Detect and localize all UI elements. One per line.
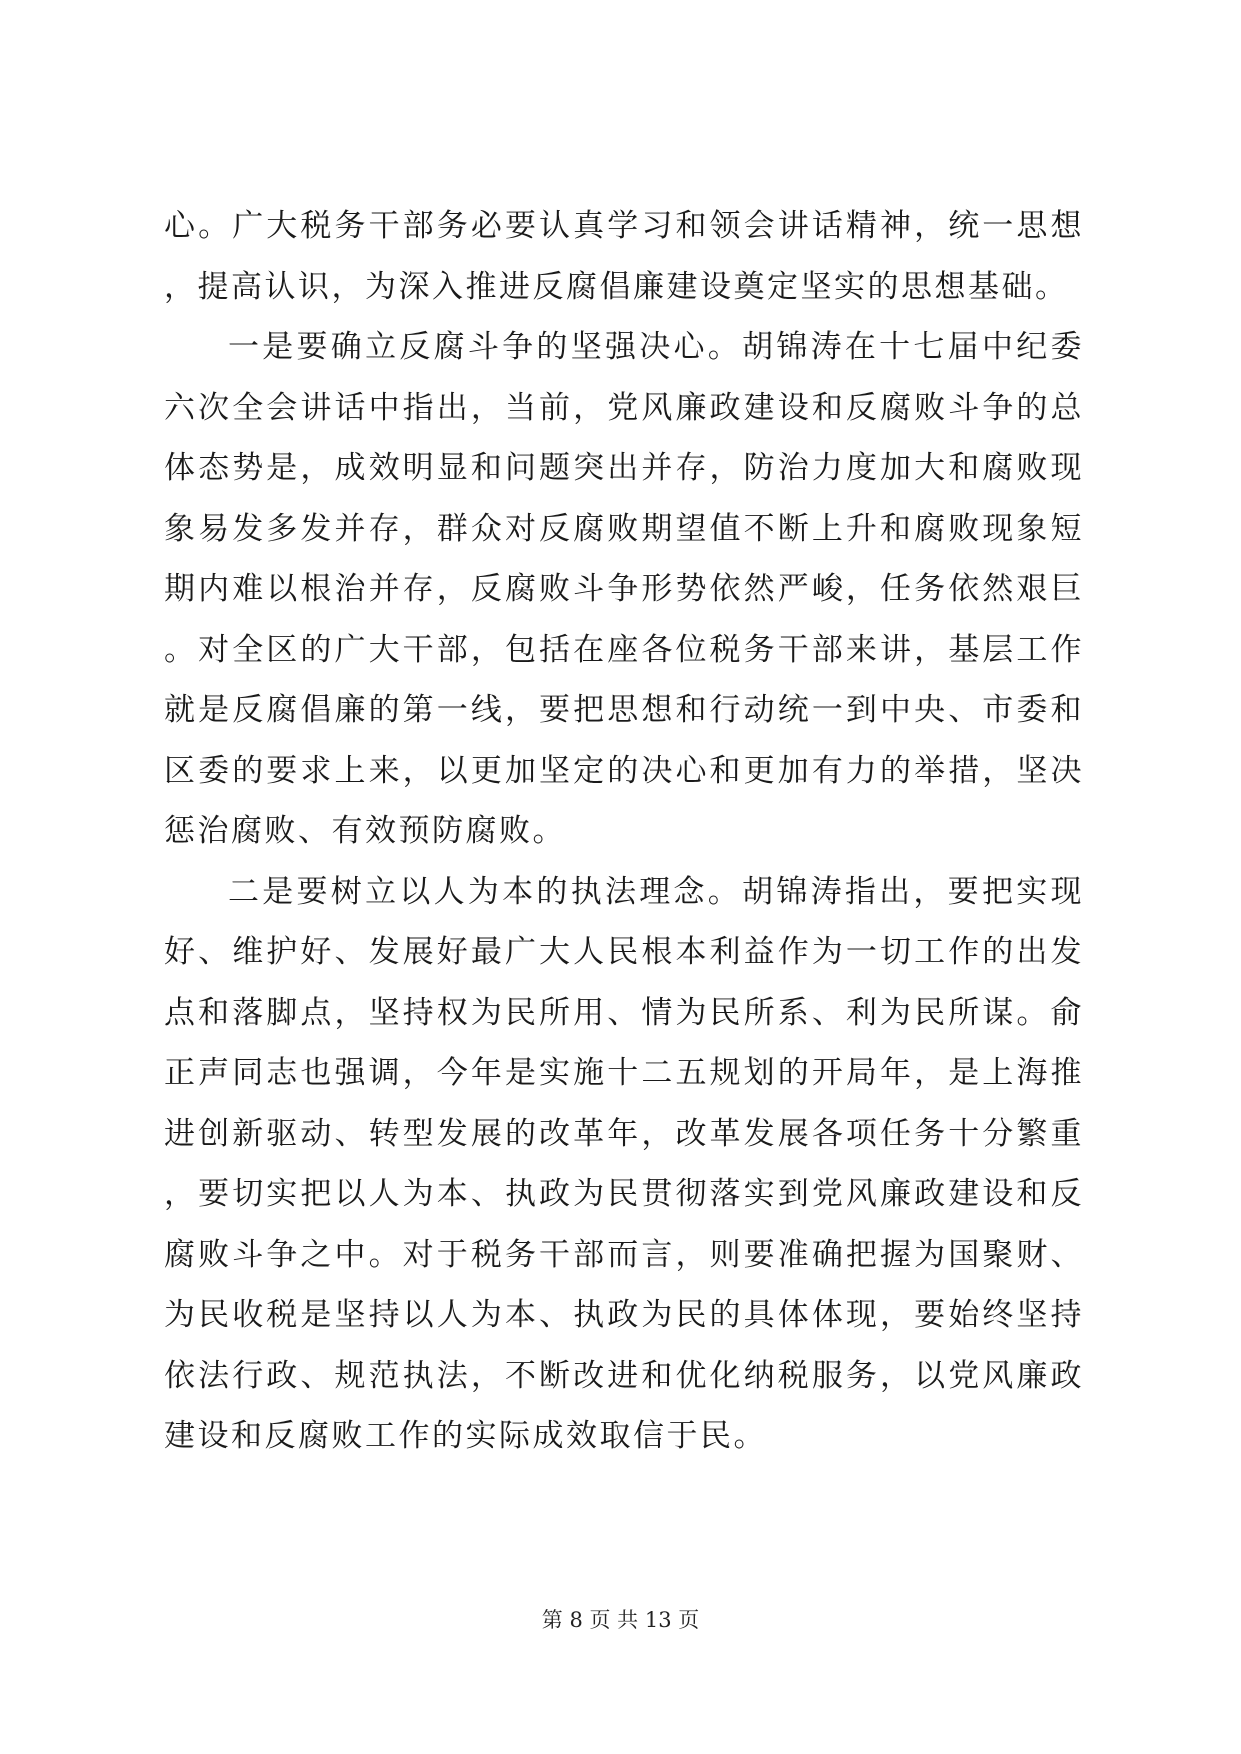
paragraph-continuation: 心。广大税务干部务必要认真学习和领会讲话精神，统一思想，提高认识，为深入推进反腐倡廉建设奠定坚实的思想基础。 — [164, 208, 1084, 305]
paragraph-people-oriented: 二是要树立以人为本的执法理念。胡锦涛指出，要把实现好、维护好、发展好最广大人民根本利益作为一切工作的出发点和落脚点，坚持权为民所用、情为民所系、利为民所谋。俞正声同志也强调，今年是实施十二五规划的开局年，是上海推进创新驱动、转型发展的改革年，改革发展各项任务十分繁重，要切实把以人为本、执政为民贯彻落实到党风廉政建设和反腐败斗争之中。对于税务干部而言，则要准确把握为国聚财、为民收税是坚持以人为本、执政为民的具体体现，要始终坚持依法行政、规范执法，不断改进和优化纳税服务，以党风廉政建设和反腐败工作的实际成效取信于民。 — [164, 873, 1084, 1454]
document-body — [164, 196, 1084, 1467]
page-number-footer: 第 8 页 共 13 页 — [541, 1608, 700, 1632]
paragraph-determination: 一是要确立反腐斗争的坚强决心。胡锦涛在十七届中纪委六次全会讲话中指出，当前，党风廉政建设和反腐败斗争的总体态势是，成效明显和问题突出并存，防治力度加大和腐败现象易发多发并存，群众对反腐败期望值不断上升和腐败现象短期内难以根治并存，反腐败斗争形势依然严峻，任务依然艰巨。对全区的广大干部，包括在座各位税务干部来讲，基层工作就是反腐倡廉的第一线，要把思想和行动统一到中央、市委和区委的要求上来，以更加坚定的决心和更加有力的举措，坚决惩治腐败、有效预防腐败。 — [164, 329, 1084, 849]
